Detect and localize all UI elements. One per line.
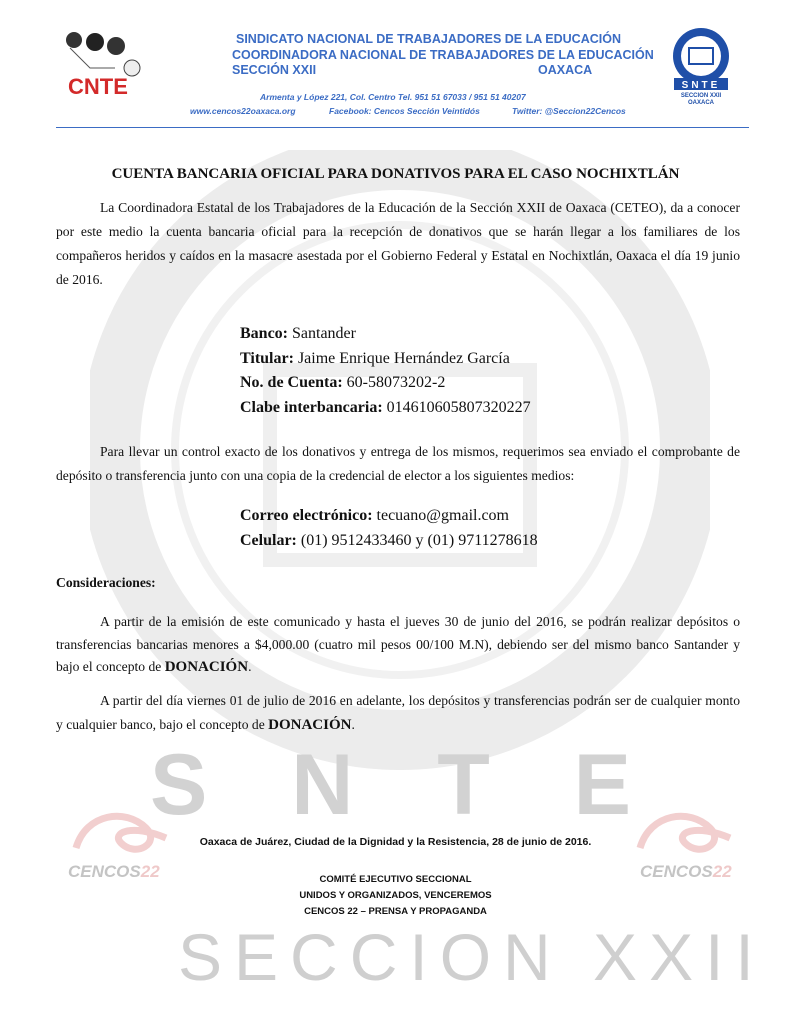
header-web-link[interactable]: www.cencos22oaxaca.org [190, 106, 296, 116]
footer-line-2: UNIDOS Y ORGANIZADOS, VENCEREMOS [299, 890, 492, 901]
header-address: Armenta y López 221, Col. Centro Tel. 951 51 67033 / 951 51 40207 [260, 92, 526, 102]
svg-text:OAXACA: OAXACA [687, 100, 715, 104]
header-line-1: SINDICATO NACIONAL DE TRABAJADORES DE LA EDUCACIÓN [236, 32, 621, 46]
watermark-snte: S N T E [150, 737, 662, 833]
watermark-seccion: SECCION XXII [178, 920, 766, 994]
consideraciones-heading: Consideraciones: [56, 575, 156, 590]
paragraph-consideration-2: A partir del día viernes 01 de julio de 2016 en adelante, los depósitos y transferencias podrán ser de cualquier monto y cualquier banco, bajo el concepto de DONACIÓN. [56, 693, 740, 733]
paragraph-instructions: Para llevar un control exacto de los donativos y entrega de los mismos, requerimos sea enviado el comprobante de depósito o transferencia junto con una copia de la credencial de elector a los siguientes medios: [56, 444, 740, 483]
footer-place-date: Oaxaca de Juárez, Ciudad de la Dignidad y la Resistencia, 28 de junio de 2016. [199, 836, 592, 848]
svg-text:SECCION XXII: SECCION XXII [680, 93, 722, 99]
header-facebook: Facebook: Cencos Sección Veintidós [329, 106, 480, 116]
document-title: CUENTA BANCARIA OFICIAL PARA DONATIVOS PARA EL CASO NOCHIXTLÁN [111, 166, 680, 182]
header-line-2: COORDINADORA NACIONAL DE TRABAJADORES DE LA EDUCACIÓN [232, 48, 654, 62]
snte-seccion-xxii-logo [662, 26, 740, 104]
account-number: No. de Cuenta: 60-58073202-2 [240, 374, 446, 391]
clabe: Clabe interbancaria: 014610605807320227 [240, 398, 531, 416]
footer-line-1: COMITÉ EJECUTIVO SECCIONAL [319, 874, 472, 885]
paragraph-consideration-1: A partir de la emisión de este comunicado y hasta el jueves 30 de junio del 2016, se podrán realizar depósitos o transferencias bancarias menores a $4,000.00 (cuatro mil pesos 00/100 M.N), debiendo ser del mismo banco Santander y bajo el concepto de DONACIÓN. [56, 614, 740, 675]
bank-name: Banco: Santander [240, 325, 356, 342]
contact-phone: Celular: (01) 9512433460 y (01) 9711278618 [240, 531, 538, 549]
header-estado: OAXACA [538, 63, 593, 77]
header-divider [56, 127, 749, 128]
cencos-logo-right: CENCOS22 [640, 862, 732, 881]
cencos-swirl-left [66, 808, 176, 858]
cencos-logo-left: CENCOS22 [68, 862, 160, 881]
footer-line-3: CENCOS 22 – PRENSA Y PROPAGANDA [304, 906, 487, 917]
contact-email: Correo electrónico: tecuano@gmail.com [240, 507, 509, 524]
header-seccion: SECCIÓN XXII [232, 63, 317, 77]
svg-text:SNTE: SNTE [681, 80, 721, 91]
contact-details [240, 504, 538, 553]
bank-details [240, 322, 531, 420]
paragraph-intro: La Coordinadora Estatal de los Trabajadores de la Educación de la Sección XXII de Oaxaca (CETEO), da a conocer por este medio la cuenta bancaria oficial para la recepción de donativos que se harán llegar a los familiares de los compañeros heridos y caídos en la masacre asestada por el Gobierno Federal y Estatal en Nochixtlán, Oaxaca el día 19 junio de 2016. [56, 200, 740, 287]
cnte-logo [60, 28, 145, 100]
svg-text:CNTE: CNTE [68, 74, 128, 99]
header-twitter: Twitter: @Seccion22Cencos [512, 106, 626, 116]
account-holder: Titular: Jaime Enrique Hernández García [240, 349, 510, 367]
cencos-swirl-right [630, 808, 740, 858]
